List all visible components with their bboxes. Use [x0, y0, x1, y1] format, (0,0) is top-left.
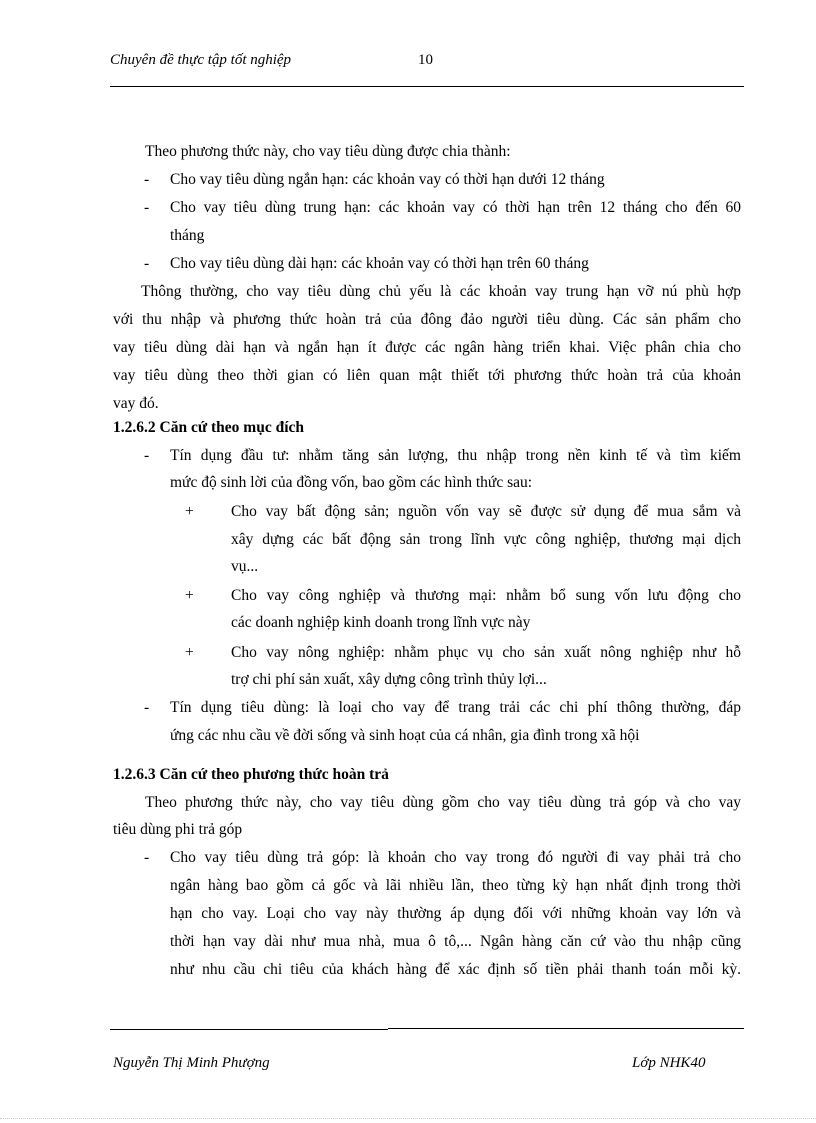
- list-item: Tín dụng đầu tư: nhằm tăng sản lượng, thu nhập trong nền kinh tế và tìm kiếm: [170, 447, 741, 464]
- sub-list-item: Cho vay công nghiệp và thương mại: nhằm bổ sung vốn lưu động cho: [231, 587, 741, 604]
- plus-bullet: +: [185, 503, 194, 520]
- list-item-cont: tháng: [170, 227, 205, 244]
- header-rule: [110, 86, 744, 87]
- list-item-cont: mức độ sinh lời của đồng vốn, bao gồm các hình thức sau:: [170, 474, 533, 491]
- sub-list-item-cont: các doanh nghiệp kinh doanh trong lĩnh vực này: [231, 614, 531, 631]
- class-label: Lớp NHK40: [632, 1055, 706, 1071]
- list-item: Cho vay tiêu dùng ngắn hạn: các khoản vay có thời hạn dưới 12 tháng: [170, 171, 605, 188]
- dash-bullet: -: [144, 199, 150, 216]
- footer-rule-right: [388, 1028, 744, 1029]
- page-bottom-border: [0, 1118, 816, 1119]
- list-item-cont: ngân hàng bao gồm cả gốc và lãi nhiều lần, theo từng kỳ hạn nhất định trong thời: [170, 877, 741, 894]
- list-item: Tín dụng tiêu dùng: là loại cho vay để trang trải các chi phí thông thường, đáp: [170, 699, 741, 716]
- list-item-cont: ứng các nhu cầu về đời sống và sinh hoạt của cá nhân, gia đình trong xã hội: [170, 727, 640, 744]
- paragraph-line: tiêu dùng phi trả góp: [113, 821, 243, 838]
- sub-list-item: Cho vay nông nghiệp: nhằm phục vụ cho sản xuất nông nghiệp như hỗ: [231, 644, 741, 661]
- paragraph-line: Theo phương thức này, cho vay tiêu dùng gồm cho vay tiêu dùng trả góp và cho vay: [145, 794, 741, 811]
- sub-list-item-cont: trợ chi phí sản xuất, xây dựng công trình thủy lợi...: [231, 671, 547, 688]
- list-item: Cho vay tiêu dùng trung hạn: các khoản vay có thời hạn trên 12 tháng cho đến 60: [170, 199, 741, 216]
- plus-bullet: +: [185, 644, 194, 661]
- paragraph-line: Theo phương thức này, cho vay tiêu dùng được chia thành:: [145, 143, 511, 160]
- sub-list-item-cont: vụ...: [231, 558, 259, 575]
- page-number: 10: [418, 52, 433, 68]
- list-item: Cho vay tiêu dùng dài hạn: các khoản vay có thời hạn trên 60 tháng: [170, 255, 589, 272]
- author-name: Nguyễn Thị Minh Phượng: [113, 1055, 270, 1071]
- plus-bullet: +: [185, 587, 194, 604]
- paragraph-line: với thu nhập và phương thức hoàn trả của đông đảo người tiêu dùng. Các sản phẩm cho: [113, 311, 741, 328]
- dash-bullet: -: [144, 699, 150, 716]
- list-item: Cho vay tiêu dùng trả góp: là khoản cho vay trong đó người đi vay phải trả cho: [170, 849, 741, 866]
- paragraph-line: vay tiêu dùng dài hạn và ngắn hạn ít được các ngân hàng triển khai. Việc phân chia cho: [113, 339, 741, 356]
- paragraph-line: Thông thường, cho vay tiêu dùng chủ yếu là các khoản vay trung hạn vỡ nú phù hợp: [141, 283, 741, 300]
- document-title: Chuyên đề thực tập tốt nghiệp: [110, 52, 292, 68]
- dash-bullet: -: [144, 447, 150, 464]
- section-heading: 1.2.6.3 Căn cứ theo phương thức hoàn trả: [113, 766, 389, 783]
- list-item-cont: như nhu cầu chi tiêu của khách hàng để xác định số tiền phải thanh toán mỗi kỳ.: [170, 961, 741, 978]
- paragraph-line: vay đó.: [113, 395, 159, 412]
- page-header: [110, 52, 744, 88]
- section-heading: 1.2.6.2 Căn cứ theo mục đích: [113, 419, 304, 436]
- footer-rule-left: [110, 1029, 388, 1030]
- dash-bullet: -: [144, 849, 150, 866]
- paragraph-line: vay tiêu dùng theo thời gian có liên quan mật thiết tới phương thức hoàn trả của khoản: [113, 367, 741, 384]
- sub-list-item-cont: xây dựng các bất động sản trong lĩnh vực công nghiệp, thương mại dịch: [231, 531, 741, 548]
- sub-list-item: Cho vay bất động sản; nguồn vốn vay sẽ được sử dụng để mua sắm và: [231, 503, 741, 520]
- list-item-cont: hạn cho vay. Loại cho vay này thường áp dụng đối với những khoản vay lớn và: [170, 905, 741, 922]
- list-item-cont: thời hạn vay dài như mua nhà, mua ô tô,... Ngân hàng căn cứ vào thu nhập cũng: [170, 933, 741, 950]
- dash-bullet: -: [144, 255, 150, 272]
- dash-bullet: -: [144, 171, 150, 188]
